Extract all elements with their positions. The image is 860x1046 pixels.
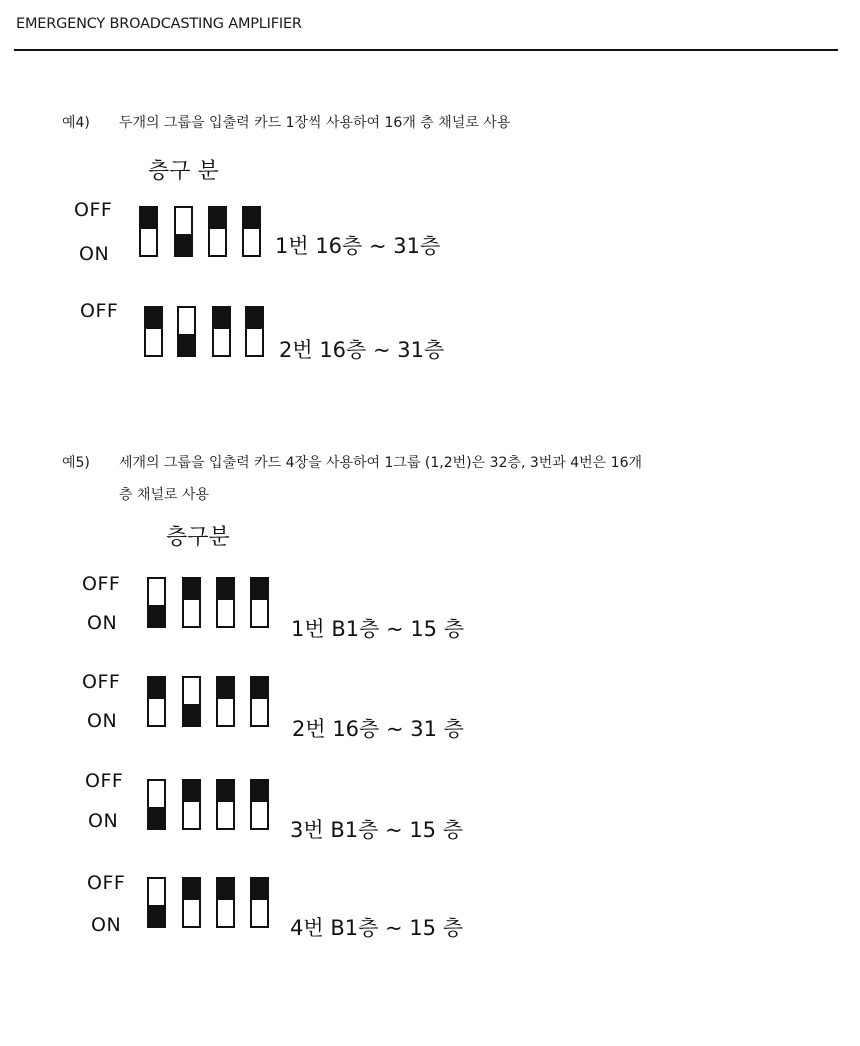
off-label: OFF (87, 872, 126, 894)
dip-switch-2[interactable] (182, 676, 201, 727)
example5-description-line2: 층 채널로 사용 (119, 487, 210, 503)
switch-knob (149, 678, 164, 699)
group-caption: 2번 16층 ~ 31 층 (292, 717, 464, 741)
header-divider (14, 49, 838, 51)
switch-knob (184, 704, 199, 725)
group-caption: 3번 B1층 ~ 15 층 (290, 818, 464, 842)
example5-description-line1: 세개의 그룹을 입출력 카드 4장을 사용하여 1그룹 (1,2번)은 32층, 3번과 4번은 16개 (119, 455, 642, 471)
example4-description: 두개의 그룹을 입출력 카드 1장씩 사용하여 16개 층 채널로 사용 (119, 115, 511, 131)
dip-switch-3[interactable] (216, 779, 235, 830)
dip-switch-2[interactable] (177, 306, 196, 357)
dip-switch-4[interactable] (245, 306, 264, 357)
switch-knob (210, 208, 225, 229)
page-header-title: EMERGENCY BROADCASTING AMPLIFIER (16, 16, 302, 32)
dip-switch-4[interactable] (242, 206, 261, 257)
switch-knob (218, 879, 233, 900)
switch-knob (146, 308, 161, 329)
dip-switch-3[interactable] (216, 577, 235, 628)
dip-switch-3[interactable] (212, 306, 231, 357)
off-label: OFF (82, 671, 121, 693)
dip-switch-1[interactable] (144, 306, 163, 357)
group-caption: 2번 16층 ~ 31층 (279, 338, 445, 362)
dip-switch-3[interactable] (208, 206, 227, 257)
dip-switch-4[interactable] (250, 577, 269, 628)
switch-knob (149, 605, 164, 626)
dip-switch-1[interactable] (139, 206, 158, 257)
example4-heading: 층구 분 (148, 159, 219, 184)
dip-switch-4[interactable] (250, 779, 269, 830)
group-caption: 1번 B1층 ~ 15 층 (291, 617, 465, 641)
on-label: ON (88, 810, 119, 832)
switch-knob (247, 308, 262, 329)
dip-switch-2[interactable] (182, 779, 201, 830)
switch-knob (149, 905, 164, 926)
dip-switch-4[interactable] (250, 877, 269, 928)
dip-switch-3[interactable] (216, 676, 235, 727)
switch-knob (184, 781, 199, 802)
switch-knob (184, 579, 199, 600)
on-label: ON (87, 612, 118, 634)
dip-switch-2[interactable] (182, 577, 201, 628)
switch-knob (218, 579, 233, 600)
off-label: OFF (85, 770, 124, 792)
off-label: OFF (74, 199, 113, 221)
switch-knob (214, 308, 229, 329)
off-label: OFF (82, 573, 121, 595)
switch-knob (244, 208, 259, 229)
switch-knob (176, 234, 191, 255)
dip-switch-1[interactable] (147, 676, 166, 727)
on-label: ON (87, 710, 118, 732)
dip-switch-4[interactable] (250, 676, 269, 727)
group-caption: 1번 16층 ~ 31층 (275, 234, 441, 258)
example4-label: 예4) (62, 115, 90, 131)
switch-knob (141, 208, 156, 229)
on-label: ON (79, 243, 110, 265)
dip-switch-3[interactable] (216, 877, 235, 928)
example5-heading: 층구분 (166, 525, 230, 550)
switch-knob (184, 879, 199, 900)
dip-switch-1[interactable] (147, 577, 166, 628)
switch-knob (252, 781, 267, 802)
on-label: ON (91, 914, 122, 936)
dip-switch-2[interactable] (182, 877, 201, 928)
dip-switch-1[interactable] (147, 779, 166, 830)
off-label: OFF (80, 300, 119, 322)
dip-switch-2[interactable] (174, 206, 193, 257)
switch-knob (252, 879, 267, 900)
dip-switch-1[interactable] (147, 877, 166, 928)
switch-knob (252, 579, 267, 600)
switch-knob (179, 334, 194, 355)
switch-knob (218, 678, 233, 699)
switch-knob (218, 781, 233, 802)
group-caption: 4번 B1층 ~ 15 층 (290, 916, 464, 940)
switch-knob (149, 807, 164, 828)
example5-label: 예5) (62, 455, 90, 471)
switch-knob (252, 678, 267, 699)
